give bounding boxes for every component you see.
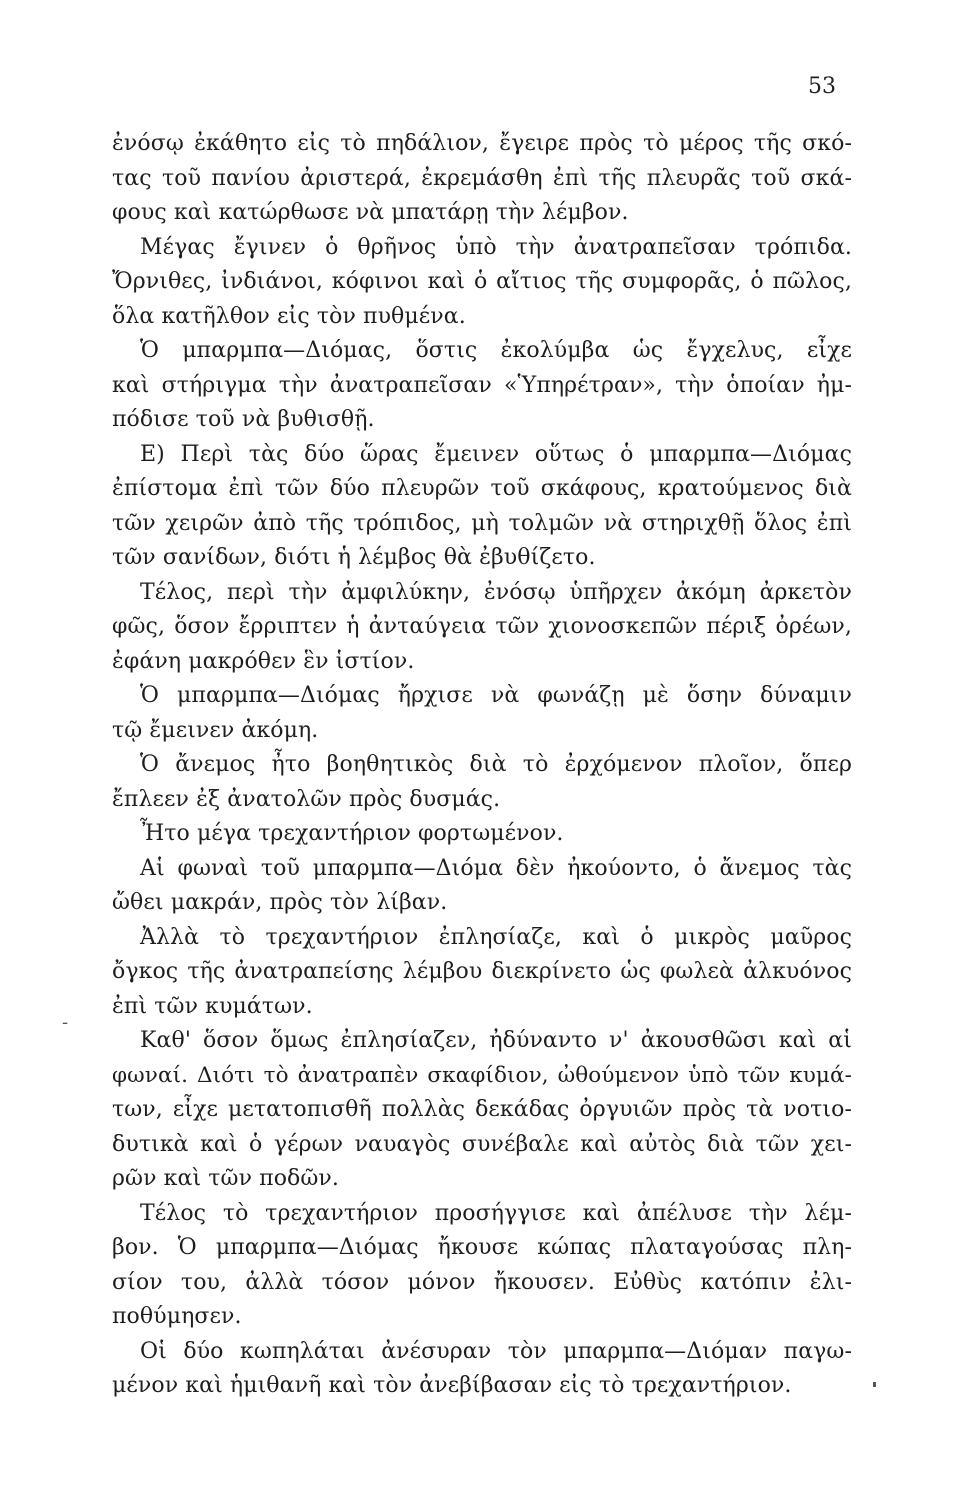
text-line: φῶς, ὅσον ἔρριπτεν ἡ ἀνταύγεια τῶν χιονοσκεπῶν πέριξ ὀρέων, [112,614,852,639]
text-line: Οἱ δύο κωπηλάται ἀνέσυραν τὸν μπαρμπα—Διόμαν παγω- [140,1338,852,1364]
text-line: βον. Ὁ μπαρμπα—Διόμας ἤκουσε κώπας πλαταγούσας πλη- [112,1235,852,1260]
text-line: ρῶν καὶ τῶν ποδῶν. [112,1166,339,1191]
text-line: πόδισε τοῦ νὰ βυθισθῇ. [112,407,375,432]
text-line: τῶν χειρῶν ἀπὸ τῆς τρόπιδος, μὴ τολμῶν νὰ στηριχθῇ ὅλος ἐπὶ [112,510,852,536]
margin-mark: - [62,1012,69,1033]
text-line: Αἱ φωναὶ τοῦ μπαρμπα—Διόμα δὲν ἠκούοντο, ὁ ἄνεμος τὰς [140,855,852,881]
text-line: ἐφάνη μακρόθεν ἓν ἱστίον. [112,648,415,674]
text-line: μένον καὶ ἡμιθανῆ καὶ τὸν ἀνεβίβασαν εἰς τὸ τρεχαντήριον. [112,1373,792,1398]
text-line: ἐπίστομα ἐπὶ τῶν δύο πλευρῶν τοῦ σκάφους, κρατούμενος διὰ [112,476,852,501]
text-line: Τέλος τὸ τρεχαντήριον προσήγγισε καὶ ἀπέλυσε τὴν λέμ- [140,1200,852,1226]
text-line: Ὁ ἄνεμος ἦτο βοηθητικὸς διὰ τὸ ἐρχόμενον πλοῖον, ὅπερ [140,752,852,777]
text-line: φους καὶ κατώρθωσε νὰ μπατάρῃ τὴν λέμβον. [112,200,629,225]
text-line: Καθ' ὅσον ὅμως ἐπλησίαζεν, ἠδύναντο ν' ἀκουσθῶσι καὶ αἱ [140,1028,852,1053]
text-line: τας τοῦ πανίου ἀριστερά, ἐκρεμάσθη ἐπὶ τῆς πλευρᾶς τοῦ σκά- [112,165,852,191]
text-line: ὄγκος τῆς ἀνατραπείσης λέμβου διεκρίνετο ὡς φωλεὰ ἀλκυόνος [112,959,852,984]
text-line: καὶ στήριγμα τὴν ἀνατραπεῖσαν «Ὑπηρέτραν», τὴν ὁποίαν ἠμ- [112,372,852,398]
ink-dot [873,1382,876,1387]
text-line: ἐνόσῳ ἐκάθητο εἰς τὸ πηδάλιον, ἔγειρε πρὸς τὸ μέρος τῆς σκό- [112,131,852,156]
text-line: Τέλος, περὶ τὴν ἀμφιλύκην, ἐνόσῳ ὑπῆρχεν ἀκόμη ἀρκετὸν [140,579,852,605]
text-line: Ε) Περὶ τὰς δύο ὥρας ἔμεινεν οὕτως ὁ μπαρμπα—Διόμας [140,441,852,467]
text-line: ποθύμησεν. [112,1304,242,1329]
text-line: ὤθει μακράν, πρὸς τὸν λίβαν. [112,890,448,915]
text-line: Ἀλλὰ τὸ τρεχαντήριον ἐπλησίαζε, καὶ ὁ μικρὸς μαῦρος [140,924,852,950]
body-text [112,127,852,1404]
text-line: τῷ ἔμεινεν ἀκόμη. [112,717,319,743]
text-line: Ὁ μπαρμπα—Διόμας ἤρχισε νὰ φωνάζῃ μὲ ὅσην δύναμιν [140,683,852,708]
text-line: ἐπὶ τῶν κυμάτων. [112,993,313,1019]
text-line: Ὄρνιθες, ἰνδιάνοι, κόφινοι καὶ ὁ αἴτιος τῆς συμφορᾶς, ὁ πῶλος, [112,269,852,294]
page-number: 53 [808,74,836,99]
text-line: Ἦτο μέγα τρεχαντήριον φορτωμένον. [140,821,564,846]
text-line: Ὁ μπαρμπα—Διόμας, ὅστις ἐκολύμβα ὡς ἔγχελυς, εἶχε [140,338,852,363]
text-line: Μέγας ἔγινεν ὁ θρῆνος ὑπὸ τὴν ἀνατραπεῖσαν τρόπιδα. [140,234,852,260]
text-line: φωναί. Διότι τὸ ἀνατραπὲν σκαφίδιον, ὠθούμενον ὑπὸ τῶν κυμά- [112,1062,852,1088]
text-line: τῶν σανίδων, διότι ἡ λέμβος θὰ ἐβυθίζετο. [112,545,596,570]
text-line: ἔπλεεν ἐξ ἀνατολῶν πρὸς δυσμάς. [112,786,501,812]
text-line: ὅλα κατῆλθον εἰς τὸν πυθμένα. [112,303,466,329]
text-line: των, εἶχε μετατοπισθῆ πολλὰς δεκάδας ὀργυιῶν πρὸς τὰ νοτιο- [112,1097,852,1122]
text-line: σίον του, ἀλλὰ τόσον μόνον ἤκουσεν. Εὐθὺς κατόπιν ἐλι- [112,1269,852,1295]
text-line: δυτικὰ καὶ ὁ γέρων ναυαγὸς συνέβαλε καὶ αὐτὸς διὰ τῶν χει- [112,1131,852,1157]
